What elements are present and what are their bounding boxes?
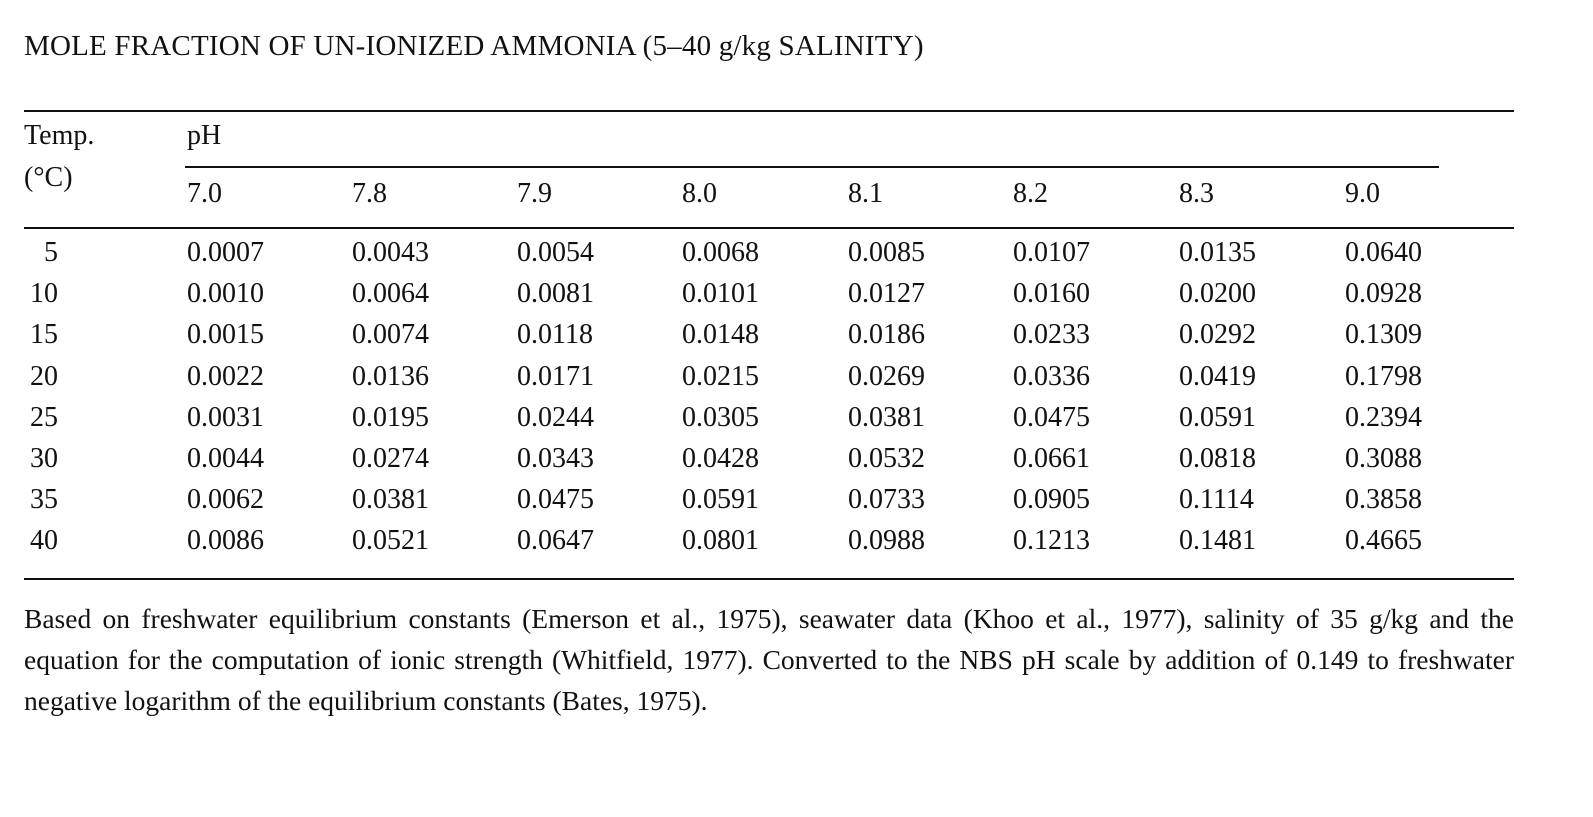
ph-header: pH (187, 120, 222, 151)
temp-cell: 35 (30, 484, 58, 516)
value-cell: 0.0031 (187, 401, 264, 433)
value-cell: 0.1114 (1179, 484, 1254, 516)
ph-value-header: 8.2 (1013, 178, 1048, 209)
value-cell: 0.0007 (187, 237, 264, 268)
value-cell: 0.0171 (517, 360, 594, 392)
temp-cell: 10 (30, 278, 58, 310)
table-row (0, 237, 1593, 277)
value-cell: 0.0074 (352, 319, 429, 351)
value-cell: 0.1481 (1179, 525, 1256, 557)
value-cell: 0.0661 (1013, 443, 1090, 474)
value-cell: 0.0381 (352, 484, 429, 516)
table-footnote: Based on freshwater equilibrium constants (Emerson et al., 1975), seawater data (Khoo et al., 1977), salinity of 35 g/kg and the equation for the computation of ionic strength (Whitfield, 1977). Converted to the NBS pH scale by addition of 0.149 to freshwater negative logarithm of the equilibrium constants (Bates, 1975). (24, 603, 1514, 716)
table-top-rule (24, 110, 1514, 112)
ph-value-header: 7.8 (352, 178, 387, 209)
table-row (0, 402, 1593, 442)
temp-header: Temp. (24, 120, 95, 151)
value-cell: 0.0160 (1013, 278, 1090, 310)
value-cell: 0.0054 (517, 237, 594, 268)
value-cell: 0.0195 (352, 401, 429, 433)
ph-value-header: 7.9 (517, 178, 552, 209)
temp-cell: 5 (44, 237, 58, 268)
value-cell: 0.0135 (1179, 237, 1256, 268)
value-cell: 0.0107 (1013, 237, 1090, 268)
table-row (0, 361, 1593, 401)
value-cell: 0.1798 (1345, 360, 1422, 392)
value-cell: 0.0269 (848, 360, 925, 392)
value-cell: 0.0475 (517, 484, 594, 516)
value-cell: 0.3088 (1345, 443, 1422, 474)
ph-value-header: 8.3 (1179, 178, 1214, 209)
table-row (0, 278, 1593, 318)
value-cell: 0.0233 (1013, 319, 1090, 351)
value-cell: 0.0640 (1345, 237, 1422, 268)
value-cell: 0.0044 (187, 443, 264, 474)
temp-cell: 20 (30, 360, 58, 392)
value-cell: 0.0733 (848, 484, 925, 516)
value-cell: 0.0532 (848, 443, 925, 474)
value-cell: 0.0062 (187, 484, 264, 516)
value-cell: 0.4665 (1345, 525, 1422, 557)
value-cell: 0.0022 (187, 360, 264, 392)
ph-value-header: 9.0 (1345, 178, 1380, 209)
value-cell: 0.0591 (682, 484, 759, 516)
value-cell: 0.0086 (187, 525, 264, 557)
table-title: MOLE FRACTION OF UN-IONIZED AMMONIA (5–40 g/kg SALINITY) (24, 30, 924, 62)
value-cell: 0.0419 (1179, 360, 1256, 392)
value-cell: 0.0801 (682, 525, 759, 557)
value-cell: 0.0200 (1179, 278, 1256, 310)
temp-unit-header: (°C) (24, 162, 73, 193)
value-cell: 0.0928 (1345, 278, 1422, 310)
value-cell: 0.0010 (187, 278, 264, 310)
value-cell: 0.2394 (1345, 401, 1422, 433)
ph-value-header: 8.0 (682, 178, 717, 209)
value-cell: 0.0085 (848, 237, 925, 268)
value-cell: 0.0381 (848, 401, 925, 433)
value-cell: 0.0591 (1179, 401, 1256, 433)
value-cell: 0.0336 (1013, 360, 1090, 392)
value-cell: 0.0215 (682, 360, 759, 392)
table-row (0, 443, 1593, 483)
value-cell: 0.0127 (848, 278, 925, 310)
value-cell: 0.0068 (682, 237, 759, 268)
value-cell: 0.0647 (517, 525, 594, 557)
temp-cell: 30 (30, 443, 58, 474)
value-cell: 0.0244 (517, 401, 594, 433)
value-cell: 0.0988 (848, 525, 925, 557)
temp-cell: 15 (30, 319, 58, 351)
header-bottom-rule (24, 227, 1514, 229)
value-cell: 0.0064 (352, 278, 429, 310)
value-cell: 0.0148 (682, 319, 759, 351)
value-cell: 0.1213 (1013, 525, 1090, 557)
value-cell: 0.0818 (1179, 443, 1256, 474)
value-cell: 0.0186 (848, 319, 925, 351)
table-row (0, 319, 1593, 359)
value-cell: 0.1309 (1345, 319, 1422, 351)
value-cell: 0.0043 (352, 237, 429, 268)
table-row (0, 484, 1593, 524)
value-cell: 0.3858 (1345, 484, 1422, 516)
ph-value-header: 7.0 (187, 178, 222, 209)
value-cell: 0.0118 (517, 319, 593, 351)
table-row (0, 525, 1593, 565)
value-cell: 0.0475 (1013, 401, 1090, 433)
value-cell: 0.0274 (352, 443, 429, 474)
value-cell: 0.0905 (1013, 484, 1090, 516)
table-bottom-rule (24, 578, 1514, 580)
value-cell: 0.0305 (682, 401, 759, 433)
value-cell: 0.0101 (682, 278, 759, 310)
value-cell: 0.0521 (352, 525, 429, 557)
value-cell: 0.0428 (682, 443, 759, 474)
temp-cell: 40 (30, 525, 58, 557)
value-cell: 0.0343 (517, 443, 594, 474)
value-cell: 0.0292 (1179, 319, 1256, 351)
value-cell: 0.0015 (187, 319, 264, 351)
ph-header-rule (185, 166, 1439, 168)
value-cell: 0.0136 (352, 360, 429, 392)
ph-value-header: 8.1 (848, 178, 883, 209)
temp-cell: 25 (30, 401, 58, 433)
value-cell: 0.0081 (517, 278, 594, 310)
